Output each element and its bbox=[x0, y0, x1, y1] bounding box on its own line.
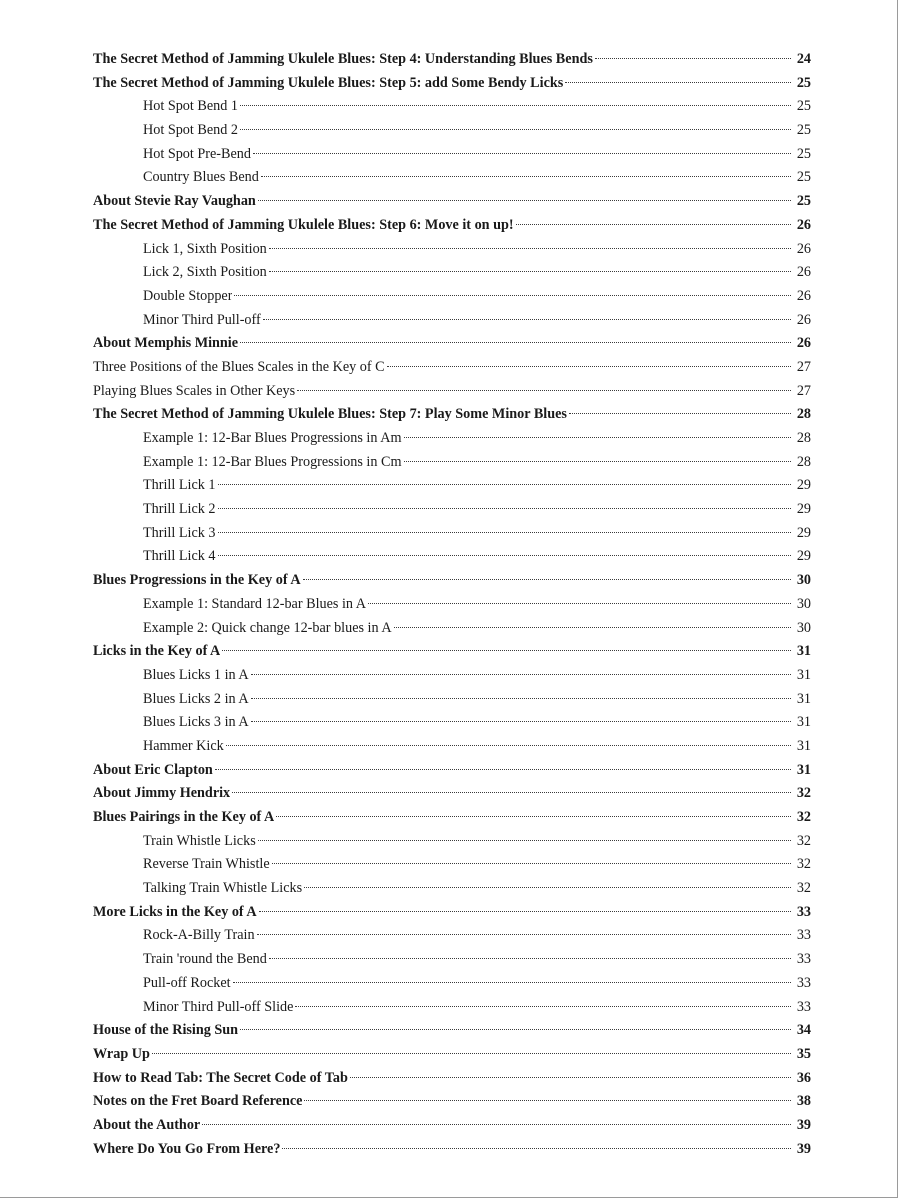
toc-entry-title: About Stevie Ray Vaughan bbox=[93, 193, 256, 210]
toc-entry-title: Thrill Lick 2 bbox=[143, 501, 216, 518]
dot-leader bbox=[295, 1006, 791, 1007]
toc-entry-page-number: 28 bbox=[796, 406, 811, 423]
toc-entry-title: The Secret Method of Jamming Ukulele Blues: Step 4: Understanding Blues Bends bbox=[93, 51, 593, 67]
dot-leader bbox=[297, 390, 791, 391]
toc-entry[interactable] bbox=[93, 853, 811, 877]
toc-entry-page-number: 33 bbox=[796, 974, 811, 991]
toc-entry-title: Playing Blues Scales in Other Keys bbox=[93, 382, 296, 399]
toc-entry[interactable] bbox=[93, 545, 811, 569]
dot-leader bbox=[404, 437, 791, 438]
dot-leader bbox=[269, 958, 791, 959]
dot-leader bbox=[304, 1100, 791, 1101]
dot-leader bbox=[253, 153, 791, 154]
toc-entry-page-number: 25 bbox=[796, 74, 811, 91]
toc-entry-page-number: 33 bbox=[796, 998, 811, 1015]
toc-entry[interactable] bbox=[93, 238, 811, 262]
toc-entry[interactable] bbox=[93, 48, 811, 72]
toc-entry[interactable] bbox=[93, 688, 811, 712]
toc-entry[interactable] bbox=[93, 119, 811, 143]
toc-entry-title: Country Blues Bend bbox=[143, 169, 259, 186]
toc-entry-title: Hot Spot Bend 2 bbox=[143, 122, 238, 139]
dot-leader bbox=[595, 58, 791, 59]
dot-leader bbox=[565, 82, 791, 83]
toc-entry-page-number: 25 bbox=[796, 193, 811, 210]
table-of-contents bbox=[93, 48, 811, 1161]
toc-entry-page-number: 26 bbox=[796, 240, 811, 257]
dot-leader bbox=[387, 366, 791, 367]
dot-leader bbox=[233, 982, 791, 983]
toc-entry-title: Hot Spot Pre-Bend bbox=[143, 145, 251, 162]
dot-leader bbox=[276, 816, 791, 817]
toc-entry[interactable] bbox=[93, 498, 811, 522]
toc-entry-page-number: 33 bbox=[796, 927, 811, 944]
toc-entry[interactable] bbox=[93, 972, 811, 996]
toc-entry[interactable] bbox=[93, 72, 811, 96]
toc-entry-title: Train Whistle Licks bbox=[143, 832, 256, 849]
toc-entry-page-number: 31 bbox=[796, 643, 811, 660]
toc-entry-page-number: 31 bbox=[796, 690, 811, 707]
toc-entry-title: Thrill Lick 1 bbox=[143, 477, 216, 494]
toc-entry-page-number: 38 bbox=[796, 1093, 811, 1110]
toc-entry-title: The Secret Method of Jamming Ukulele Blues: Step 5: add Some Bendy Licks bbox=[93, 74, 564, 91]
toc-entry-title: Hot Spot Bend 1 bbox=[143, 98, 238, 115]
dot-leader bbox=[569, 413, 791, 414]
toc-entry-title: Where Do You Go From Here? bbox=[93, 1140, 281, 1157]
toc-entry-page-number: 34 bbox=[796, 1022, 811, 1039]
toc-entry[interactable] bbox=[93, 309, 811, 333]
toc-entry[interactable] bbox=[93, 451, 811, 475]
toc-entry-page-number: 26 bbox=[796, 311, 811, 328]
toc-entry-page-number: 28 bbox=[796, 430, 811, 446]
toc-entry[interactable] bbox=[93, 569, 811, 593]
toc-entry[interactable] bbox=[93, 1043, 811, 1067]
toc-entry-title: How to Read Tab: The Secret Code of Tab bbox=[93, 1069, 348, 1086]
dot-leader bbox=[282, 1148, 791, 1149]
dot-leader bbox=[232, 792, 791, 793]
dot-leader bbox=[202, 1124, 791, 1125]
toc-entry-page-number: 30 bbox=[796, 619, 811, 636]
toc-entry-title: Rock-A-Billy Train bbox=[143, 927, 255, 944]
toc-entry-page-number: 25 bbox=[796, 122, 811, 139]
dot-leader bbox=[261, 176, 791, 177]
toc-entry-title: The Secret Method of Jamming Ukulele Blues: Step 7: Play Some Minor Blues bbox=[93, 406, 567, 423]
toc-entry-title: Hammer Kick bbox=[143, 737, 224, 754]
toc-entry[interactable] bbox=[93, 877, 811, 901]
dot-leader bbox=[394, 627, 791, 628]
dot-leader bbox=[272, 863, 791, 864]
dot-leader bbox=[218, 532, 792, 533]
dot-leader bbox=[516, 224, 791, 225]
toc-entry[interactable] bbox=[93, 522, 811, 546]
dot-leader bbox=[152, 1053, 791, 1054]
toc-entry[interactable] bbox=[93, 1067, 811, 1091]
toc-entry[interactable] bbox=[93, 1138, 811, 1162]
toc-entry[interactable] bbox=[93, 996, 811, 1020]
dot-leader bbox=[215, 769, 791, 770]
toc-entry[interactable] bbox=[93, 830, 811, 854]
toc-entry-title: Thrill Lick 4 bbox=[143, 548, 216, 565]
toc-entry-page-number: 30 bbox=[796, 595, 811, 612]
toc-entry-title: Blues Progressions in the Key of A bbox=[93, 572, 301, 589]
dot-leader bbox=[304, 887, 791, 888]
toc-entry-title: Minor Third Pull-off Slide bbox=[143, 998, 294, 1015]
dot-leader bbox=[251, 721, 791, 722]
toc-entry[interactable] bbox=[93, 593, 811, 617]
toc-entry[interactable] bbox=[93, 617, 811, 641]
dot-leader bbox=[368, 603, 791, 604]
toc-entry-page-number: 30 bbox=[796, 572, 811, 589]
toc-entry-title: Wrap Up bbox=[93, 1045, 150, 1062]
toc-entry-title: About Memphis Minnie bbox=[93, 335, 239, 352]
toc-entry-page-number: 29 bbox=[796, 524, 811, 541]
toc-entry-page-number: 25 bbox=[796, 145, 811, 162]
toc-entry[interactable] bbox=[93, 474, 811, 498]
dot-leader bbox=[218, 484, 792, 485]
dot-leader bbox=[258, 840, 791, 841]
dot-leader bbox=[269, 248, 791, 249]
toc-entry-title: Lick 2, Sixth Position bbox=[143, 264, 267, 281]
toc-entry-title: The Secret Method of Jamming Ukulele Blues: Step 6: Move it on up! bbox=[93, 216, 514, 233]
toc-entry[interactable] bbox=[93, 332, 811, 356]
dot-leader bbox=[240, 129, 791, 130]
dot-leader bbox=[222, 650, 791, 651]
toc-entry-title: Notes on the Fret Board Reference bbox=[93, 1093, 303, 1110]
toc-entry[interactable] bbox=[93, 1019, 811, 1043]
toc-entry-page-number: 32 bbox=[796, 856, 811, 873]
toc-entry[interactable] bbox=[93, 806, 811, 830]
toc-entry-page-number: 28 bbox=[796, 453, 811, 470]
dot-leader bbox=[226, 745, 791, 746]
toc-entry-page-number: 27 bbox=[796, 382, 811, 399]
toc-entry[interactable] bbox=[93, 640, 811, 664]
toc-entry-page-number: 31 bbox=[796, 666, 811, 683]
toc-entry-title: About Jimmy Hendrix bbox=[93, 785, 231, 802]
toc-entry-title: Lick 1, Sixth Position bbox=[143, 240, 267, 257]
toc-entry-title: Blues Pairings in the Key of A bbox=[93, 809, 275, 825]
dot-leader bbox=[350, 1077, 791, 1078]
dot-leader bbox=[259, 911, 791, 912]
toc-entry-page-number: 25 bbox=[796, 98, 811, 115]
dot-leader bbox=[404, 461, 791, 462]
dot-leader bbox=[303, 579, 791, 580]
toc-entry[interactable] bbox=[93, 285, 811, 309]
dot-leader bbox=[251, 674, 791, 675]
toc-entry-title: Double Stopper bbox=[143, 287, 233, 304]
toc-entry[interactable] bbox=[93, 711, 811, 735]
toc-entry-title: Minor Third Pull-off bbox=[143, 311, 261, 328]
toc-entry-title: Reverse Train Whistle bbox=[143, 856, 270, 873]
toc-entry-page-number: 26 bbox=[796, 287, 811, 304]
toc-entry-title: Example 2: Quick change 12-bar blues in A bbox=[143, 619, 392, 636]
toc-entry[interactable] bbox=[93, 214, 811, 238]
toc-entry-title: Licks in the Key of A bbox=[93, 643, 221, 660]
toc-entry-title: Blues Licks 1 in A bbox=[143, 666, 249, 683]
toc-entry-page-number: 31 bbox=[796, 714, 811, 731]
toc-entry[interactable] bbox=[93, 95, 811, 119]
dot-leader bbox=[269, 271, 791, 272]
toc-entry-page-number: 25 bbox=[796, 169, 811, 186]
toc-entry[interactable] bbox=[93, 143, 811, 167]
toc-entry-title: Pull-off Rocket bbox=[143, 974, 231, 991]
toc-entry[interactable] bbox=[93, 759, 811, 783]
toc-entry-title: Example 1: Standard 12-bar Blues in A bbox=[143, 595, 367, 612]
toc-entry-page-number: 36 bbox=[796, 1069, 811, 1086]
dot-leader bbox=[218, 555, 792, 556]
toc-entry[interactable] bbox=[93, 380, 811, 404]
toc-entry-page-number: 32 bbox=[796, 785, 811, 802]
toc-entry[interactable] bbox=[93, 901, 811, 925]
toc-entry-page-number: 29 bbox=[796, 548, 811, 565]
toc-entry[interactable] bbox=[93, 356, 811, 380]
toc-entry-title: Blues Licks 3 in A bbox=[143, 714, 249, 731]
dot-leader bbox=[234, 295, 791, 296]
toc-entry[interactable] bbox=[93, 924, 811, 948]
toc-entry[interactable] bbox=[93, 1090, 811, 1114]
toc-entry-page-number: 39 bbox=[796, 1116, 811, 1133]
dot-leader bbox=[240, 1029, 791, 1030]
toc-entry[interactable] bbox=[93, 735, 811, 759]
toc-entry-title: Three Positions of the Blues Scales in the Key of C bbox=[93, 358, 385, 375]
toc-entry[interactable] bbox=[93, 166, 811, 190]
toc-entry-page-number: 26 bbox=[796, 264, 811, 281]
toc-entry-title: Talking Train Whistle Licks bbox=[143, 880, 303, 897]
toc-entry[interactable] bbox=[93, 427, 811, 451]
toc-entry-page-number: 26 bbox=[796, 335, 811, 352]
toc-entry-title: About the Author bbox=[93, 1116, 201, 1133]
toc-entry-title: House of the Rising Sun bbox=[93, 1022, 239, 1039]
toc-entry[interactable] bbox=[93, 190, 811, 214]
dot-leader bbox=[240, 342, 791, 343]
toc-entry-page-number: 32 bbox=[796, 832, 811, 849]
toc-entry-title: Example 1: 12-Bar Blues Progressions in Cm bbox=[143, 453, 402, 470]
toc-entry[interactable] bbox=[93, 403, 811, 427]
toc-entry-page-number: 31 bbox=[796, 737, 811, 754]
toc-entry-page-number: 39 bbox=[796, 1140, 811, 1157]
toc-entry-page-number: 31 bbox=[796, 761, 811, 778]
dot-leader bbox=[218, 508, 792, 509]
toc-entry-title: Example 1: 12-Bar Blues Progressions in Am bbox=[143, 430, 402, 446]
toc-entry-page-number: 33 bbox=[796, 951, 811, 968]
toc-entry-title: About Eric Clapton bbox=[93, 761, 213, 778]
dot-leader bbox=[240, 105, 791, 106]
toc-entry[interactable] bbox=[93, 664, 811, 688]
toc-entry-page-number: 29 bbox=[796, 477, 811, 494]
toc-entry-page-number: 24 bbox=[796, 51, 811, 67]
toc-entry[interactable] bbox=[93, 782, 811, 806]
dot-leader bbox=[263, 319, 791, 320]
toc-entry-title: Train 'round the Bend bbox=[143, 951, 267, 968]
toc-entry-page-number: 33 bbox=[796, 903, 811, 920]
dot-leader bbox=[257, 934, 791, 935]
toc-entry-page-number: 32 bbox=[796, 809, 811, 825]
toc-entry-page-number: 29 bbox=[796, 501, 811, 518]
toc-entry-title: More Licks in the Key of A bbox=[93, 903, 257, 920]
toc-entry-title: Thrill Lick 3 bbox=[143, 524, 216, 541]
toc-entry-page-number: 26 bbox=[796, 216, 811, 233]
toc-entry[interactable] bbox=[93, 261, 811, 285]
toc-entry-title: Blues Licks 2 in A bbox=[143, 690, 249, 707]
toc-entry-page-number: 32 bbox=[796, 880, 811, 897]
toc-entry[interactable] bbox=[93, 948, 811, 972]
dot-leader bbox=[258, 200, 791, 201]
toc-entry[interactable] bbox=[93, 1114, 811, 1138]
toc-entry-page-number: 35 bbox=[796, 1045, 811, 1062]
dot-leader bbox=[251, 698, 791, 699]
toc-entry-page-number: 27 bbox=[796, 358, 811, 375]
